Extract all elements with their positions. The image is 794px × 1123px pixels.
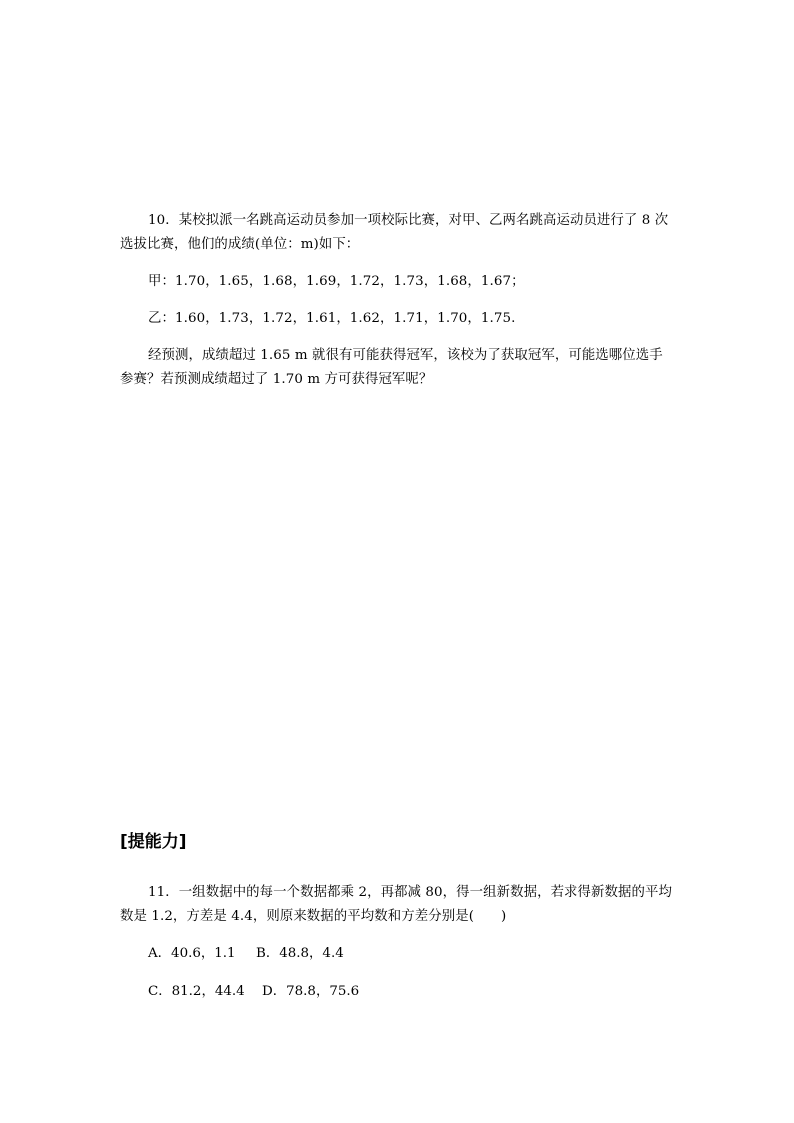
option-a: A．40.6，1.1 xyxy=(148,946,236,961)
question-10-data-yi: 乙：1.60，1.73，1.72，1.61，1.62，1.71，1.70，1.75. xyxy=(148,311,516,326)
question-10-data-jia: 甲：1.70，1.65，1.68，1.69，1.72，1.73，1.68，1.67； xyxy=(148,274,525,289)
question-11-line-1: 11．一组数据中的每一个数据都乘 2，再都减 80，得一组新数据，若求得新数据的平均 xyxy=(148,885,672,900)
section-heading: [提能力] xyxy=(120,832,187,852)
question-11-line-2: 数是 1.2，方差是 4.4，则原来数据的平均数和方差分别是( ) xyxy=(120,909,507,924)
question-10-line-3: 经预测，成绩超过 1.65 m 就很有可能获得冠军，该校为了获取冠军，可能选哪位选手 xyxy=(148,348,663,363)
question-10-line-2: 选拔比赛，他们的成绩(单位：m)如下： xyxy=(120,237,360,252)
option-d: D．78.8，75.6 xyxy=(262,984,360,999)
option-b: B．48.8，4.4 xyxy=(256,946,344,961)
option-c: C．81.2，44.4 xyxy=(148,984,245,999)
question-10-line-4: 参赛？若预测成绩超过了 1.70 m 方可获得冠军呢？ xyxy=(120,372,433,387)
question-10-line-1: 10．某校拟派一名跳高运动员参加一项校际比赛，对甲、乙两名跳高运动员进行了 8 次 xyxy=(148,213,669,228)
